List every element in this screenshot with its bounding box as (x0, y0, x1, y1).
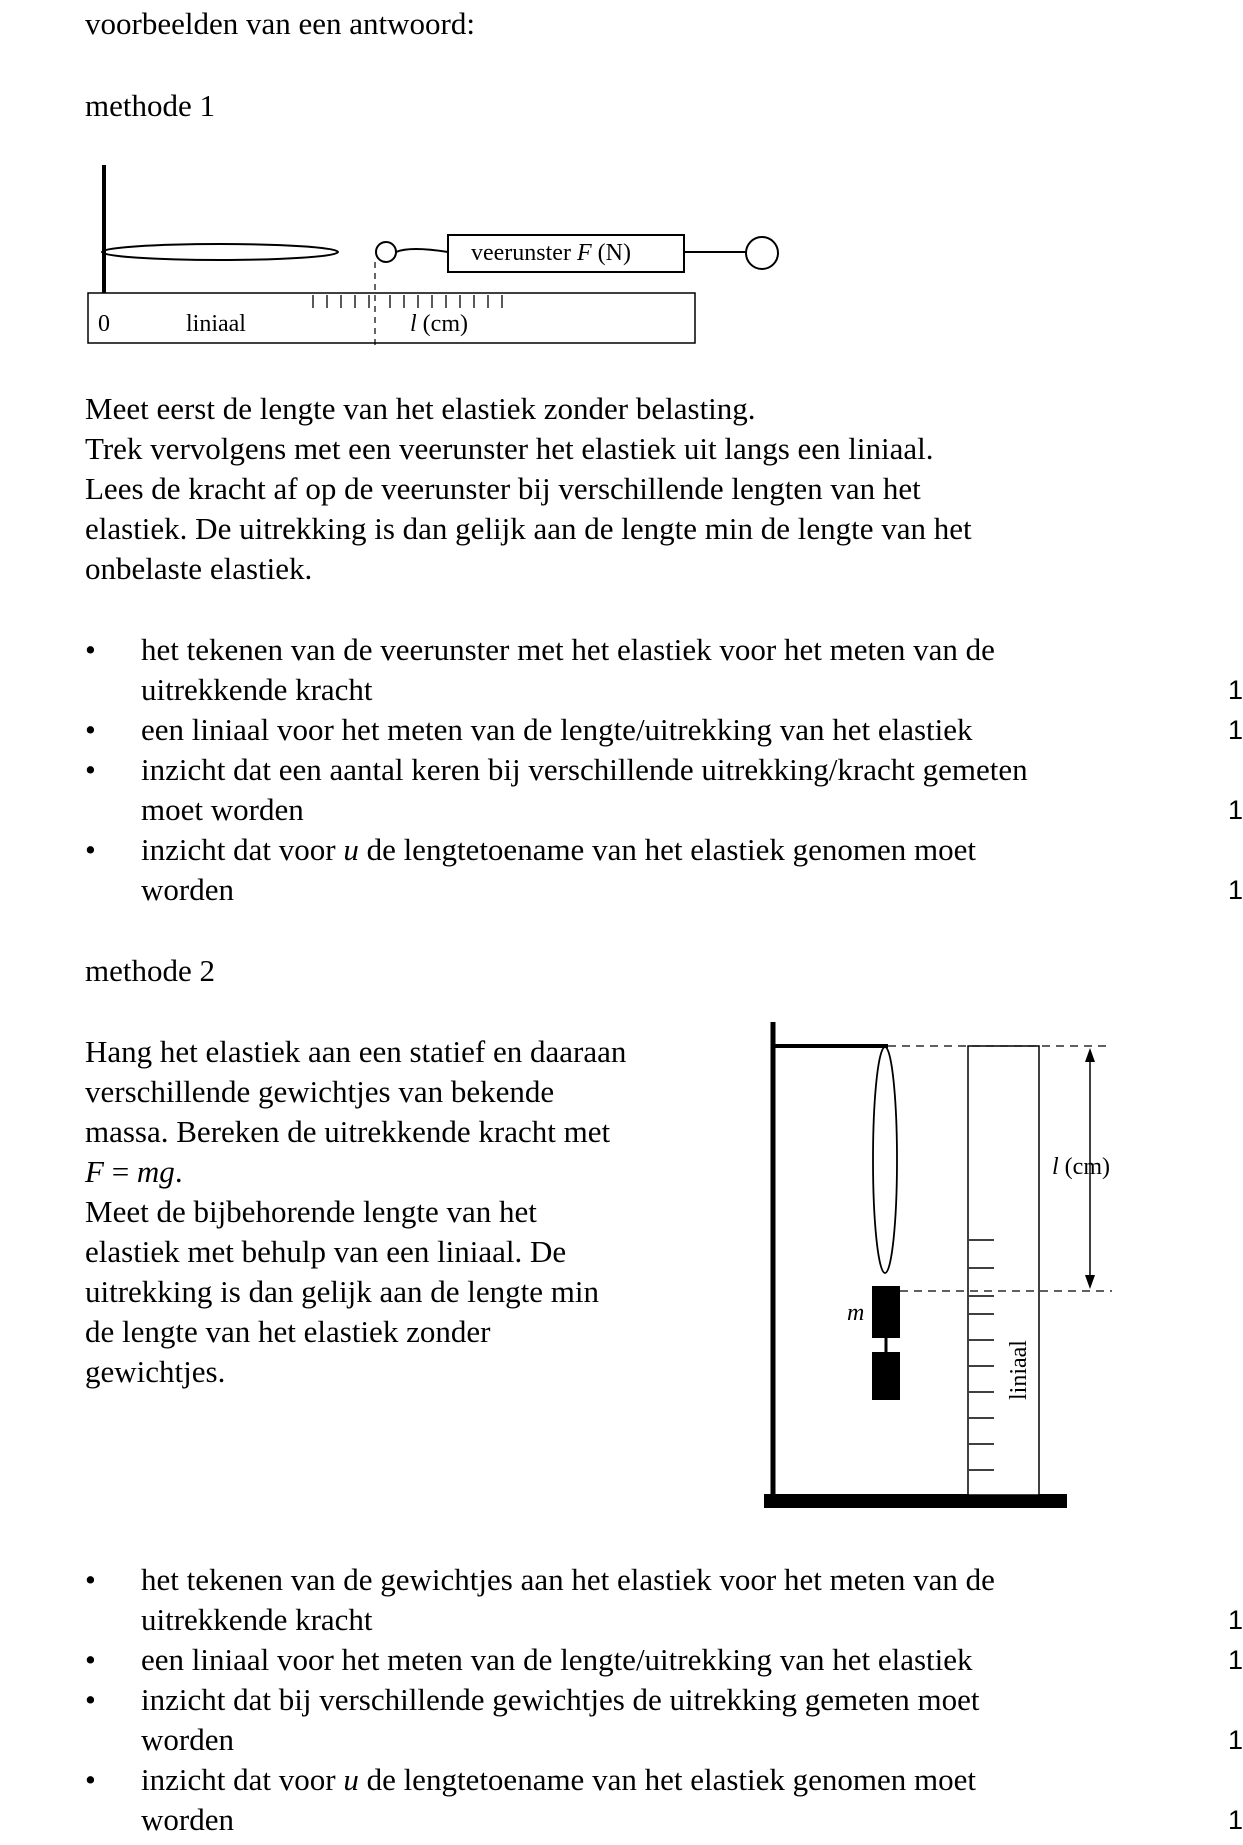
m1-criterion-3-line-2: moet worden (141, 792, 304, 827)
m1-criterion-3-line-1: inzicht dat een aantal keren bij verschillende uitrekking/kracht gemeten (141, 752, 1028, 787)
m1-para-line-5: onbelaste elastiek. (85, 551, 313, 586)
m2-para-line-1: Hang het elastiek aan een statief en daaraan (85, 1034, 627, 1069)
m2-para-line-5: Meet de bijbehorende lengte van het (85, 1194, 537, 1229)
bullet-dot: • (85, 1642, 96, 1677)
m1-para-line-2: Trek vervolgens met een veerunster het elastiek uit langs een liniaal. (85, 431, 934, 466)
length-label: l (cm) (410, 311, 468, 337)
m2-para-line-3: massa. Bereken de uitrekkende kracht met (85, 1114, 611, 1149)
m1-criterion-1-score: 1 (1227, 675, 1243, 705)
bullet-dot: • (85, 1682, 96, 1717)
ruler (968, 1046, 1039, 1495)
bullet-dot: • (85, 632, 96, 667)
m1-criterion-1-line-1: het tekenen van de veerunster met het elastiek voor het meten van de (141, 632, 995, 667)
m2-para-line-4: F = mg. (85, 1154, 183, 1189)
method2-heading: methode 2 (85, 953, 215, 988)
m2-criterion-3-score: 1 (1227, 1725, 1243, 1755)
bullet-dot: • (85, 1562, 96, 1597)
m2-criterion-2-line-1: een liniaal voor het meten van de lengte/uitrekking van het elastiek (141, 1642, 973, 1677)
bullet-dot: • (85, 832, 96, 867)
m2-criterion-4-line-1: inzicht dat voor u de lengtetoename van het elastiek genomen moet (141, 1762, 976, 1797)
m2-para-line-8: de lengte van het elastiek zonder (85, 1314, 491, 1349)
ruler-label: liniaal (186, 311, 246, 337)
m2-criterion-3-line-1: inzicht dat bij verschillende gewichtjes de uitrekking gemeten moet (141, 1682, 980, 1717)
length-arrow-head-down (1085, 1275, 1095, 1289)
method1-heading: methode 1 (85, 88, 215, 123)
ruler-zero-label: 0 (98, 311, 110, 337)
m2-criterion-4-score: 1 (1227, 1805, 1243, 1835)
m2-criterion-1-score: 1 (1227, 1605, 1243, 1635)
elastic-band (873, 1047, 897, 1273)
bullet-dot: • (85, 752, 96, 787)
intro-text: voorbeelden van een antwoord: (85, 6, 475, 41)
stand-base (764, 1494, 1067, 1508)
length-arrow-head-up (1085, 1048, 1095, 1062)
m2-criterion-4-line-2: worden (141, 1802, 234, 1837)
m2-para-line-7: uitrekking is dan gelijk aan de lengte min (85, 1274, 599, 1309)
m1-criterion-4-score: 1 (1227, 875, 1243, 905)
m2-para-line-6: elastiek met behulp van een liniaal. De (85, 1234, 567, 1269)
bullet-dot: • (85, 1762, 96, 1797)
m1-criterion-2-score: 1 (1227, 715, 1243, 745)
m1-criterion-1-line-2: uitrekkende kracht (141, 672, 373, 707)
m2-criterion-2-score: 1 (1227, 1645, 1243, 1675)
m1-criterion-2-line-1: een liniaal voor het meten van de lengte/uitrekking van het elastiek (141, 712, 973, 747)
bullet-dot: • (85, 712, 96, 747)
m1-para-line-1: Meet eerst de lengte van het elastiek zonder belasting. (85, 391, 756, 426)
mass-label: m (847, 1300, 865, 1326)
ruler-label: liniaal (1006, 1340, 1032, 1400)
spring-scale-label: veerunster F (N) (471, 240, 631, 266)
length-label: l (cm) (1052, 1154, 1110, 1180)
weight-2 (872, 1352, 900, 1400)
m2-para-line-9: gewichtjes. (85, 1354, 226, 1389)
m2-para-line-2: verschillende gewichtjes van bekende (85, 1074, 555, 1109)
m1-para-line-3: Lees de kracht af op de veerunster bij verschillende lengten van het (85, 471, 921, 506)
m1-para-line-4: elastiek. De uitrekking is dan gelijk aan de lengte min de lengte van het (85, 511, 972, 546)
m1-criterion-4-line-2: worden (141, 872, 234, 907)
m2-criterion-1-line-1: het tekenen van de gewichtjes aan het elastiek voor het meten van de (141, 1562, 995, 1597)
m1-criterion-4-line-1: inzicht dat voor u de lengtetoename van het elastiek genomen moet (141, 832, 976, 867)
weight-1 (872, 1286, 900, 1338)
m1-criterion-3-score: 1 (1227, 795, 1243, 825)
m2-criterion-1-line-2: uitrekkende kracht (141, 1602, 373, 1637)
m2-criterion-3-line-2: worden (141, 1722, 234, 1757)
